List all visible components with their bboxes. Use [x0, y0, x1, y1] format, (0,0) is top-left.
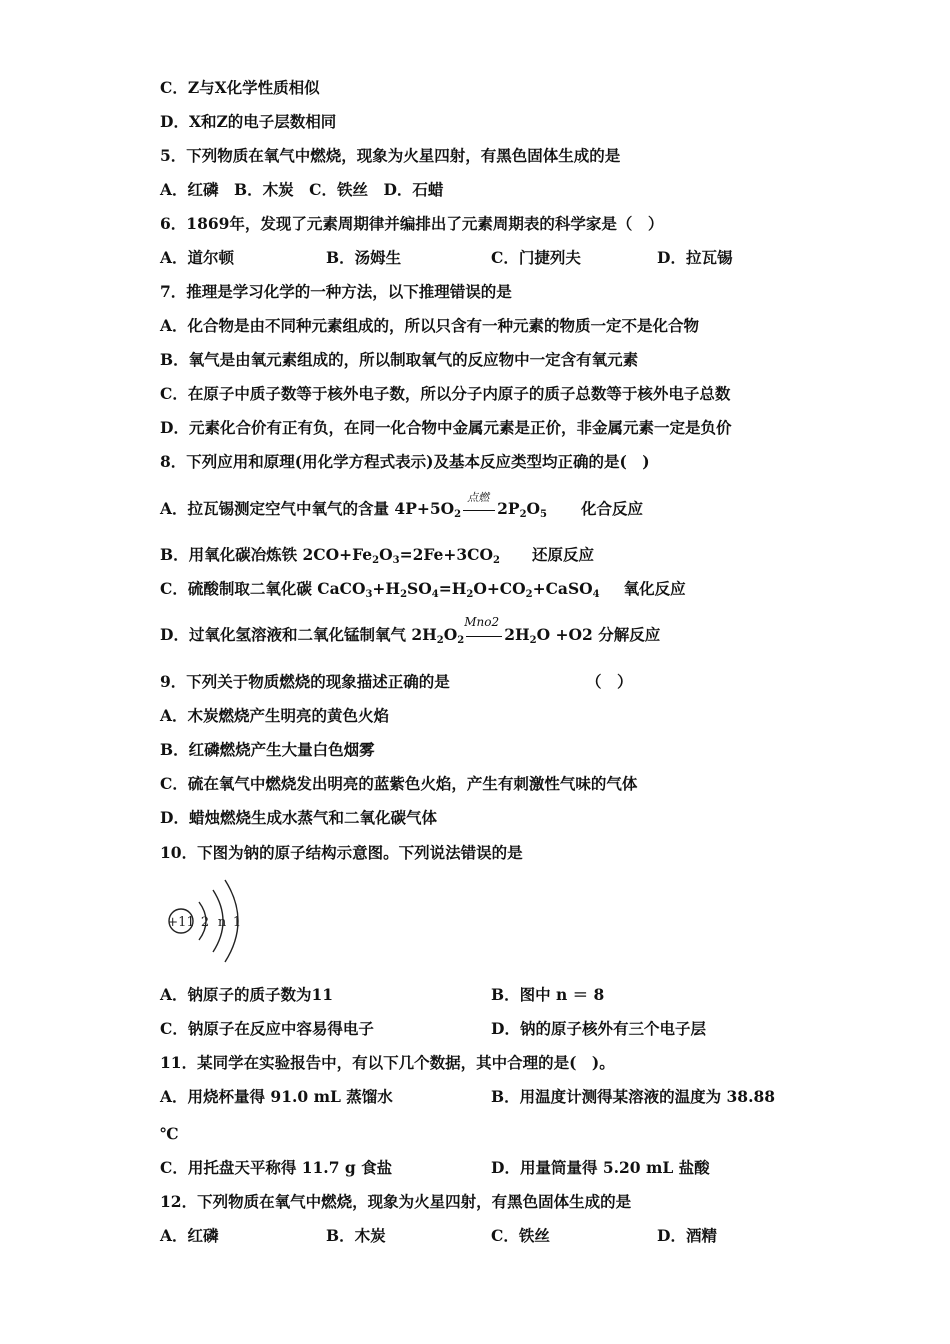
q6-option-d: D．拉瓦锡: [657, 248, 733, 267]
q9-option-b: B．红磷燃烧产生大量白色烟雾: [160, 740, 375, 759]
q9-option-a: A．木炭燃烧产生明亮的黄色火焰: [160, 706, 390, 725]
q10-option-d: D．钠的原子核外有三个电子层: [491, 1019, 706, 1038]
q12-option-d: D．酒精: [657, 1226, 717, 1245]
q10-option-a: A．钠原子的质子数为11: [160, 985, 334, 1004]
q12-option-b: B．木炭: [326, 1226, 386, 1245]
q7-stem: 7．推理是学习化学的一种方法，以下推理错误的是: [160, 282, 512, 301]
q12-option-c: C．铁丝: [491, 1226, 550, 1245]
q6-option-a: A．道尔顿: [160, 248, 235, 267]
q5-stem: 5．下列物质在氧气中燃烧，现象为火星四射，有黑色固体生成的是: [160, 146, 621, 165]
q11-option-d: D．用量筒量得 5.20 mL 盐酸: [491, 1158, 710, 1177]
q7-option-c: C．在原子中质子数等于核外电子数，所以分子内原子的质子总数等于核外电子总数: [160, 384, 731, 403]
shell-electrons-1: 2: [200, 915, 210, 930]
q4-option-c: C．Z与X化学性质相似: [160, 78, 320, 97]
q7-option-d: D．元素化合价有正有负，在同一化合物中金属元素是正价，非金属元素一定是负价: [160, 418, 732, 437]
q7-option-a: A．化合物是由不同种元素组成的，所以只含有一种元素的物质一定不是化合物: [160, 316, 700, 335]
q11-option-c: C．用托盘天平称得 11.7 g 食盐: [160, 1158, 393, 1177]
q10-stem: 10．下图为钠的原子结构示意图。下列说法错误的是: [160, 843, 523, 862]
condition-arrow: 点燃: [461, 500, 497, 520]
q8-option-d: D．过氧化氢溶液和二氧化锰制氧气 $2H_2O_2$ Mno2 $2H_2O +O2$ 分解反应: [160, 615, 661, 646]
q10-option-b: B．图中 n ＝ 8: [491, 985, 605, 1004]
q4-option-d: D．X和Z的电子层数相同: [160, 112, 337, 131]
q9-option-c: C．硫在氧气中燃烧发出明亮的蓝紫色火焰，产生有刺激性气味的气体: [160, 774, 638, 793]
q11-option-b: B．用温度计测得某溶液的温度为 38.88: [491, 1087, 776, 1106]
q12-stem: 12．下列物质在氧气中燃烧，现象为火星四射，有黑色固体生成的是: [160, 1192, 632, 1211]
q11-option-a: A．用烧杯量得 91.0 mL 蒸馏水: [160, 1087, 393, 1106]
q7-option-b: B．氧气是由氧元素组成的，所以制取氧气的反应物中一定含有氧元素: [160, 350, 639, 369]
q9-stem: 9．下列关于物质燃烧的现象描述正确的是: [160, 672, 450, 691]
q9-option-d: D．蜡烛燃烧生成水蒸气和二氧化碳气体: [160, 808, 437, 827]
q11-stem: 11．某同学在实验报告中，有以下几个数据，其中合理的是( )。: [160, 1053, 615, 1072]
q10-option-c: C．钠原子在反应中容易得电子: [160, 1019, 374, 1038]
q6-option-c: C．门捷列夫: [491, 248, 581, 267]
q6-option-b: B．汤姆生: [326, 248, 402, 267]
q11-option-b-unit: ℃: [160, 1124, 179, 1143]
q8-option-a: A．拉瓦锡测定空气中氧气的含量 $4P+5O_2$ 点燃 $2P_2O_5$ 化合反应: [160, 491, 644, 520]
shell-electrons-3: 1: [232, 915, 242, 930]
q8-stem: 8．下列应用和原理(用化学方程式表示)及基本反应类型均正确的是( ): [160, 452, 650, 471]
q12-option-a: A．红磷: [160, 1226, 219, 1245]
q5-options: A．红磷 B．木炭 C．铁丝 D．石蜡: [160, 180, 444, 199]
shell-electrons-2: n: [217, 915, 227, 930]
nucleus-charge: +11: [167, 915, 195, 930]
q6-stem: 6．1869年，发现了元素周期律并编排出了元素周期表的科学家是（ ）: [160, 214, 664, 233]
q9-answer-paren: （ ）: [586, 672, 633, 691]
q8-option-b: B．用氧化碳冶炼铁 $2CO+Fe_2O_3=2Fe+3CO_2$ 还原反应: [160, 545, 594, 566]
condition-arrow: Mno2: [464, 626, 504, 646]
q8-option-c: C．硫酸制取二氧化碳 $CaCO_3+H_2SO_4=H_2O+CO_2+CaSO_4$ 氧化反应: [160, 579, 686, 600]
sodium-atom-diagram: [165, 876, 255, 966]
